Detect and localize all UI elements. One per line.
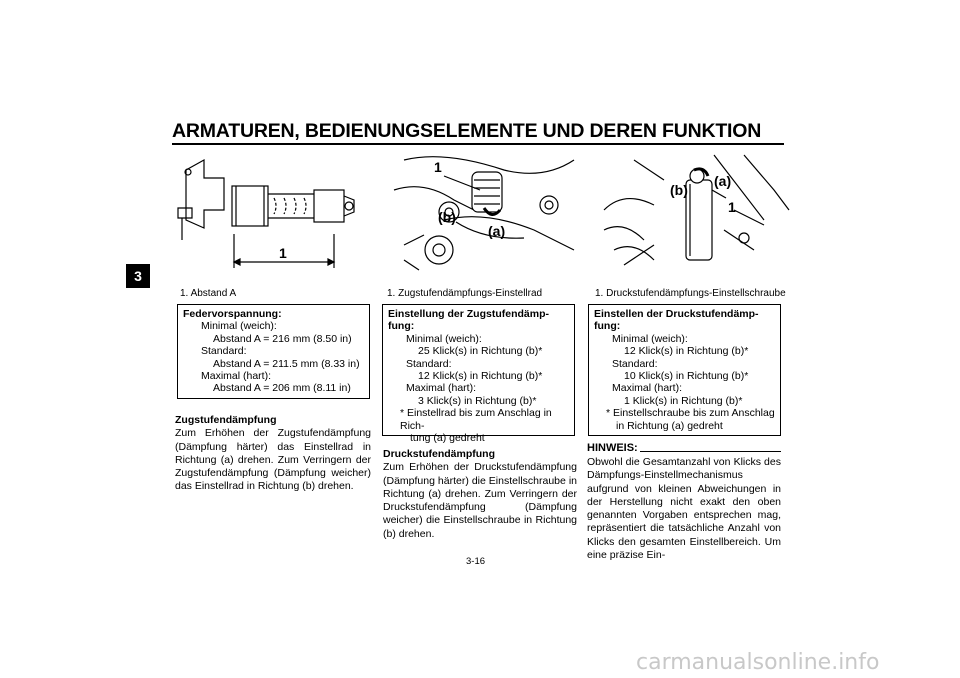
chapter-tab: 3 (126, 264, 150, 288)
figure-rebound-adjuster (384, 150, 584, 278)
figure-callout: (a) (488, 223, 506, 239)
section-compression-damping (383, 448, 577, 541)
watermark: carmanualsonline.info (636, 650, 880, 675)
section-heading: Druckstufendämpfung (383, 448, 496, 460)
figure-caption: 1. Abstand A (180, 288, 237, 299)
figure-caption: 1. Druckstufendämpfungs-Einstellschraube (595, 288, 786, 299)
section-body: Zum Erhöhen der Druckstufendämpfung (Dämpfung härter) die Einstellschraube in Richtung (a) drehen. Zum Verringern der Druckstufendämpfung (Dämpfung weicher) die Einstellschraube in Richtung (b) drehen. (383, 461, 577, 540)
section-body: Zum Erhöhen der Zugstufendämpfung (Dämpfung härter) das Einstellrad in Richtung (a) drehen. Zum Verringern der Zugstufendämpfung (Dämpfung weicher) das Einstellrad in Richtung (b) drehen. (175, 427, 371, 493)
figure-callout: (b) (438, 209, 456, 225)
page-title: ARMATUREN, BEDIENUNGSELEMENTE UND DEREN FUNKTION (172, 120, 762, 142)
note-heading: HINWEIS: (587, 442, 781, 454)
figure-compression-adjuster (594, 150, 794, 278)
spec-box-rebound-damping: Einstellung der Zugstufendämp- fung: Minimal (weich): 25 Klick(s) in Richtung (b)* Standard: 12 Klick(s) in Richtung (b)* Maximal (hart): 3 Klick(s) in Richtung (b)* * Einstellrad bis zum Anschlag in Rich- tung (a) gedreht (382, 304, 575, 436)
spec-box-spring-preload: Federvorspannung: Minimal (weich): Abstand A = 216 mm (8.50 in) Standard: Abstand A = 211.5 mm (8.33 in) Maximal (hart): Abstand A = 206 mm (8.11 in) (177, 304, 370, 399)
header-rule (172, 143, 784, 145)
figure-caption: 1. Zugstufendämpfungs-Einstellrad (387, 288, 543, 299)
note-body: Obwohl die Gesamtanzahl von Klicks des Dämpfungs-Einstellmechanismus aufgrund von kleinen Abweichungen in der Herstellung nicht exakt den oben genannten Vorgaben entsprechen mag, repräsentiert die tatsächliche Anzahl von Klicks den gesamten Einstellbereich. Um eine präzise Ein- (587, 456, 781, 562)
figure-shock-absorber-distance (174, 150, 374, 278)
page-header (172, 120, 784, 145)
figure-callout: 1 (434, 159, 442, 175)
section-heading: Zugstufendämpfung (175, 414, 277, 426)
figure-callout: (b) (670, 182, 688, 198)
figure-callout: 1 (279, 245, 287, 261)
section-rebound-damping (175, 414, 371, 494)
page-number: 3-16 (466, 556, 486, 567)
figure-callout: (a) (714, 173, 732, 189)
spec-box-compression-damping: Einstellen der Druckstufendämp- fung: Minimal (weich): 12 Klick(s) in Richtung (b)* Standard: 10 Klick(s) in Richtung (b)* Maximal (hart): 1 Klick(s) in Richtung (b)* * Einstellschraube bis zum Anschlag in Richtung (a) gedreht (588, 304, 781, 436)
figure-callout: 1 (728, 199, 736, 215)
